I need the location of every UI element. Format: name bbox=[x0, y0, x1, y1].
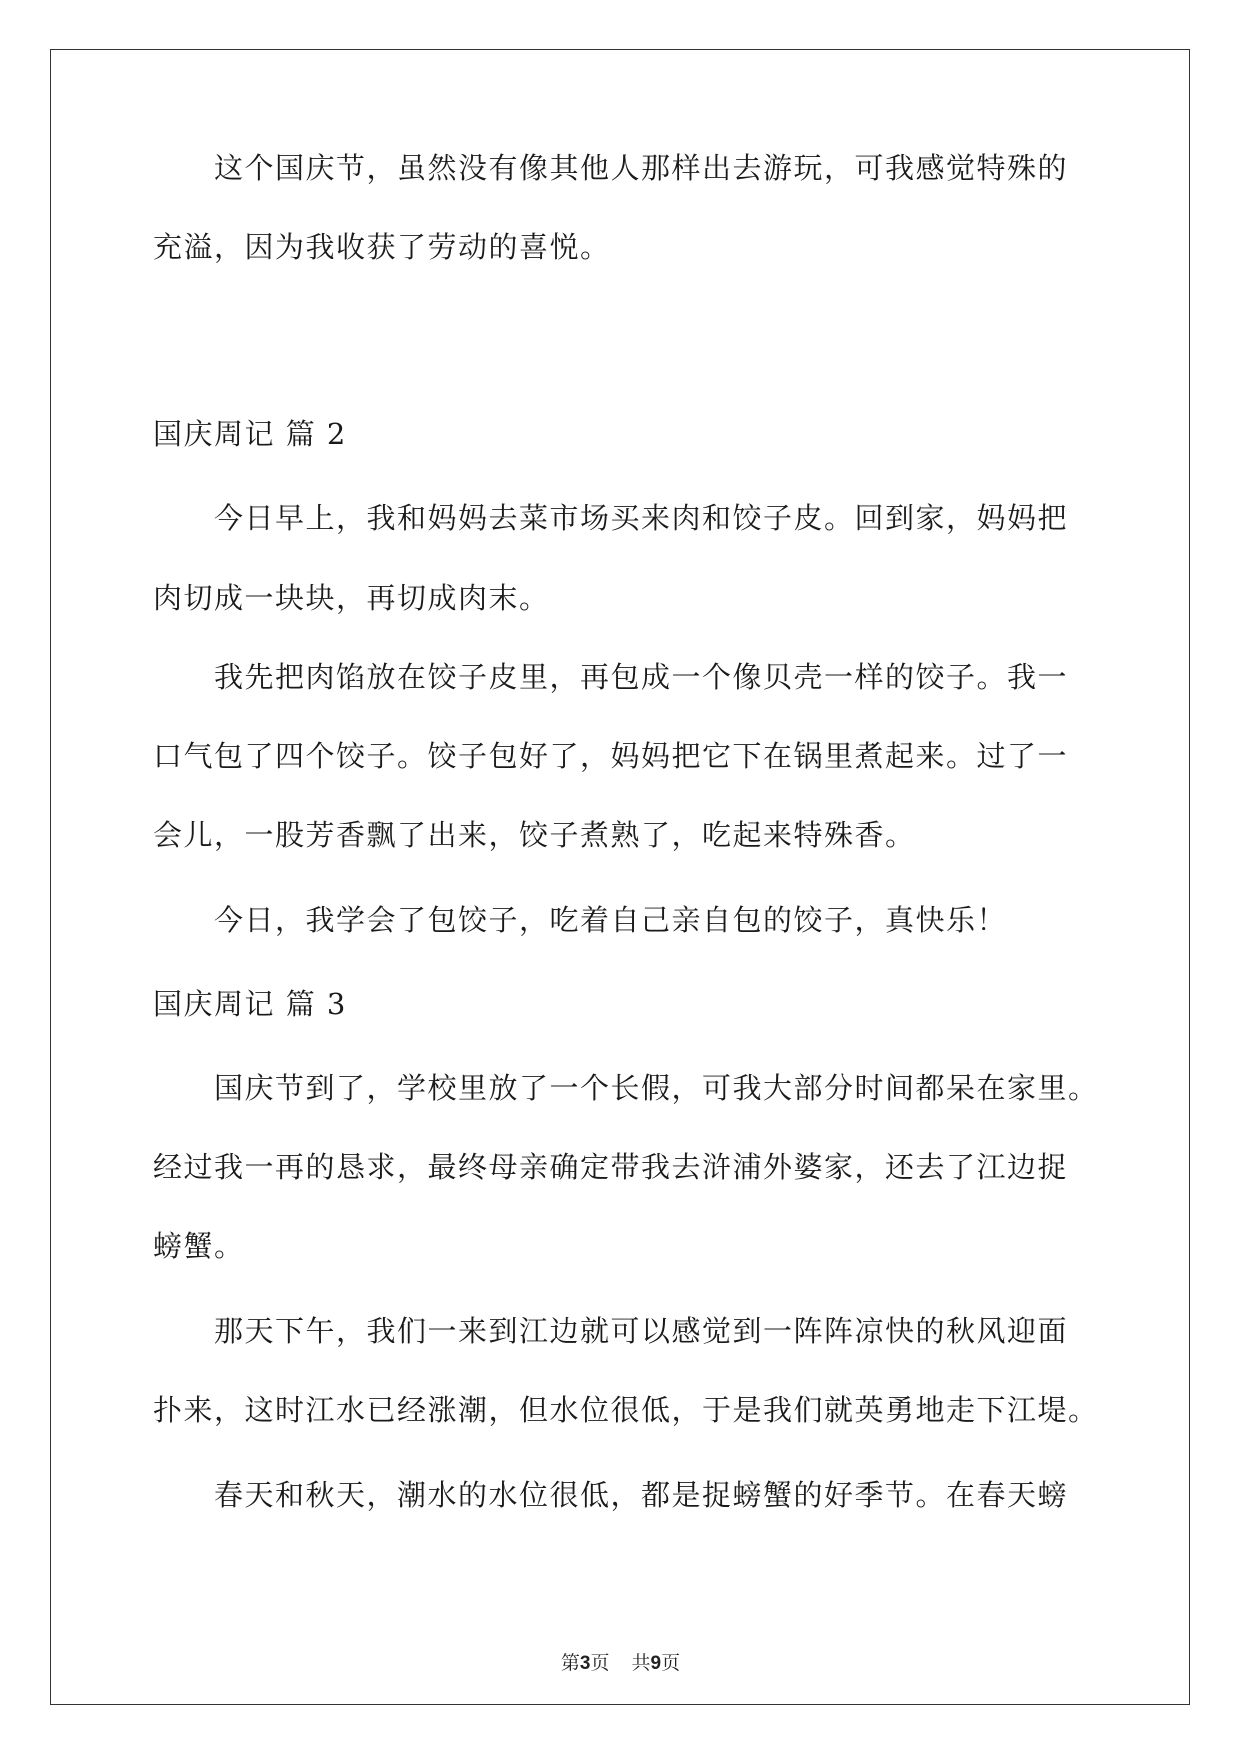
paragraph-line: 今日，我学会了包饺子，吃着自己亲自包的饺子，真快乐！ bbox=[214, 903, 1008, 937]
paragraph-line: 肉切成一块块，再切成肉末。 bbox=[153, 581, 550, 615]
footer-page-mid: 页 bbox=[590, 1652, 610, 1674]
paragraph-line: 今日早上，我和妈妈去菜市场买来肉和饺子皮。回到家，妈妈把 bbox=[214, 501, 1069, 535]
paragraph-line: 扑来，这时江水已经涨潮，但水位很低，于是我们就英勇地走下江堤。 bbox=[153, 1393, 1099, 1427]
paragraph-line: 会儿，一股芳香飘了出来，饺子煮熟了，吃起来特殊香。 bbox=[153, 818, 916, 852]
section-heading-3: 国庆周记 篇 3 bbox=[153, 987, 347, 1021]
paragraph-line: 春天和秋天，潮水的水位很低，都是捉螃蟹的好季节。在春天螃 bbox=[214, 1478, 1069, 1512]
paragraph-line: 这个国庆节，虽然没有像其他人那样出去游玩，可我感觉特殊的 bbox=[214, 151, 1069, 185]
page-border bbox=[50, 49, 1190, 1705]
footer-page-prefix: 第 bbox=[560, 1652, 580, 1674]
section-heading-2: 国庆周记 篇 2 bbox=[153, 417, 347, 451]
page-footer bbox=[0, 1651, 1241, 1676]
paragraph-line: 那天下午，我们一来到江边就可以感觉到一阵阵凉快的秋风迎面 bbox=[214, 1314, 1069, 1348]
paragraph-line: 经过我一再的恳求，最终母亲确定带我去浒浦外婆家，还去了江边捉 bbox=[153, 1150, 1069, 1184]
footer-total-suffix: 页 bbox=[661, 1652, 681, 1674]
paragraph-line: 螃蟹。 bbox=[153, 1229, 245, 1263]
footer-page-total: 9 bbox=[650, 1653, 662, 1674]
paragraph-line: 口气包了四个饺子。饺子包好了，妈妈把它下在锅里煮起来。过了一 bbox=[153, 739, 1069, 773]
paragraph-line: 我先把肉馅放在饺子皮里，再包成一个像贝壳一样的饺子。我一 bbox=[214, 660, 1069, 694]
footer-page-current: 3 bbox=[579, 1653, 591, 1674]
paragraph-line: 充溢，因为我收获了劳动的喜悦。 bbox=[153, 230, 611, 264]
footer-total-prefix: 共 bbox=[631, 1652, 651, 1674]
paragraph-line: 国庆节到了，学校里放了一个长假，可我大部分时间都呆在家里。 bbox=[214, 1071, 1099, 1105]
